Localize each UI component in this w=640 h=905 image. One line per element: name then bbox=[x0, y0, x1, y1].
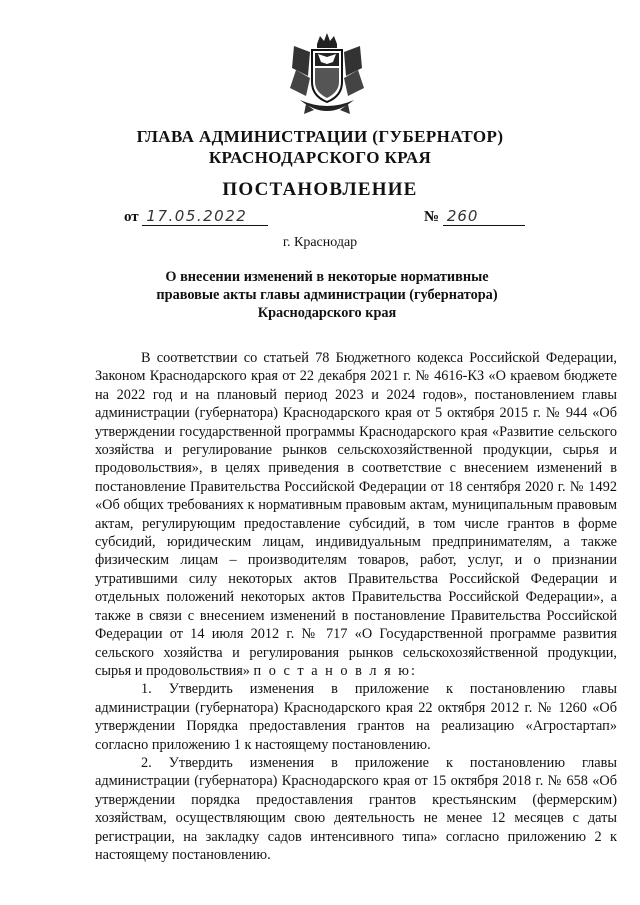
document-body bbox=[95, 349, 617, 864]
paragraph-item-1: 1. Утвердить изменения в приложение к постановлению главы администрации (губернатора) Краснодарского края 22 октября 2012 г. № 1260 «Об утверждении Порядка предоставления грантов на реализацию «Агростартап» согласно приложению 1 к настоящему постановлению. bbox=[95, 681, 617, 753]
paragraph-item-2: 2. Утвердить изменения в приложение к постановлению главы администрации (губернатора) Краснодарского края от 15 октября 2018 г. № 658 «Об утверждении порядка предоставления грантов крестьянским (фермерским) хозяйствам, осуществляющим свою деятельность не менее 12 месяцев с даты регистрации, на закладку садов интенсивного типа» согласно приложению 2 к настоящему постановлению. bbox=[95, 754, 617, 863]
preamble-text: В соответствии со статьей 78 Бюджетного кодекса Российской Федерации, Законом Краснодарского края от 22 декабря 2021 г. № 4616-КЗ «О краевом бюджете на 2022 год и на плановый период 2023 и 2024 годов», постановлением главы администрации (губернатора) Краснодарского края от 5 октября 2015 г. № 944 «Об утверждении государственной программы Краснодарского края «Развитие сельского хозяйства и регулирование рынков сельскохозяйственной продукции, сырья и продовольствия», в целях приведения в соответствие с внесением изменений в постановление Правительства Российской Федерации от 18 сентября 2020 г. № 1492 «Об общих требованиях к нормативным правовым актам, муниципальным правовым актам, регулирующим предоставление субсидий, в том числе грантов в форме субсидий, юридическим лицам, индивидуальным предпринимателям, а также физическим лицам – производителям товаров, работ, услуг, и о признании утратившими силу некоторых актов Правительства Российской Федерации и отдельных положений некоторых актов Правительства Российской Федерации», а также в связи с внесением изменений в постановление Правительства Российской Федерации от 14 июля 2012 г. № 717 «О Государственной программе развития сельского хозяйства и регулирования рынков сельскохозяйственной продукции, сырья и продовольствия» bbox=[95, 350, 617, 679]
number-value: 260 bbox=[443, 207, 525, 226]
decree-word: п о с т а н о в л я ю: bbox=[253, 662, 417, 679]
number-field bbox=[424, 207, 525, 226]
authority-title-line2: КРАСНОДАРСКОГО КРАЯ bbox=[208, 148, 432, 167]
number-label: № bbox=[424, 209, 440, 225]
date-label: от bbox=[124, 209, 139, 225]
paragraph-preamble bbox=[95, 349, 617, 680]
date-field bbox=[124, 207, 268, 226]
coat-of-arms-icon bbox=[284, 30, 370, 120]
city: г. Краснодар bbox=[282, 235, 358, 250]
document-type: ПОСТАНОВЛЕНИЕ bbox=[222, 179, 418, 200]
date-value: 17.05.2022 bbox=[142, 207, 268, 226]
document-title: О внесении изменений в некоторые нормативные правовые акты главы администрации (губернатора) Краснодарского края bbox=[156, 269, 498, 321]
authority-title-line1: ГЛАВА АДМИНИСТРАЦИИ (ГУБЕРНАТОР) bbox=[136, 127, 504, 146]
